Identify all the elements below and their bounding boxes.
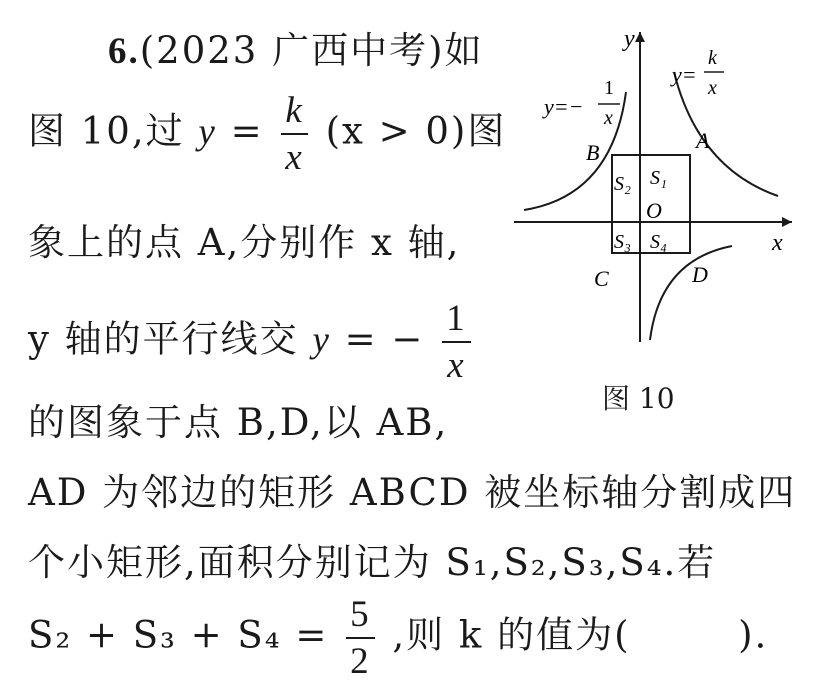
origin-label: O <box>646 198 662 223</box>
line1-tail: 如 <box>444 29 484 72</box>
fraction-numerator: k <box>281 92 307 135</box>
line2-a: 图 10,过 <box>28 109 185 153</box>
problem-line-6: AD 为邻边的矩形 ABCD 被坐标轴分割成四 <box>28 471 797 514</box>
area-s4-label: S₄ <box>650 231 667 253</box>
problem-line-2 <box>28 92 506 176</box>
curve1-label: y= <box>672 62 697 87</box>
problem-source: (2023 广西中考) <box>139 29 445 72</box>
curve1-denominator: x <box>708 77 717 99</box>
point-c-label: C <box>594 266 609 291</box>
line8-c: ). <box>738 613 769 657</box>
line4-y: y <box>312 319 331 361</box>
line2-eq: = <box>230 109 264 153</box>
fraction-numerator: 1 <box>442 300 471 343</box>
fraction-denominator: 2 <box>350 641 371 682</box>
curve-neg-1-over-x-right <box>650 246 732 340</box>
problem-line-3: 象上的点 A,分别作 x 轴, <box>28 221 461 264</box>
area-s2-label: S₂ <box>614 173 631 195</box>
line4-eq: = − <box>344 317 425 361</box>
problem-line-8 <box>28 596 768 680</box>
problem-line-5: 的图象于点 B,D,以 AB, <box>28 401 449 444</box>
fraction-k-over-x <box>281 92 307 176</box>
line2-tail: 图 <box>467 109 507 153</box>
fraction-denominator: x <box>447 345 466 386</box>
area-s3-label: S₃ <box>614 231 631 253</box>
problem-line-4 <box>28 300 475 384</box>
point-b-label: B <box>586 140 600 165</box>
line2-y: y <box>198 111 217 153</box>
figure-caption: 图 10 <box>602 382 675 415</box>
problem-line-7: 个小矩形,面积分别记为 S₁,S₂,S₃,S₄.若 <box>28 541 717 584</box>
problem-number: 6. <box>108 31 140 72</box>
x-axis-arrow <box>782 217 792 227</box>
curve1-numerator: k <box>708 47 717 69</box>
fraction-5-over-2 <box>346 596 375 680</box>
fraction-numerator: 5 <box>346 596 375 639</box>
problem-line-1 <box>108 20 484 74</box>
fraction-denominator: x <box>285 137 304 178</box>
line8-b: ,则 k 的值为( <box>392 613 631 657</box>
point-d-label: D <box>692 262 708 287</box>
area-s1-label: S₁ <box>650 167 667 189</box>
curve2-numerator: 1 <box>604 77 614 99</box>
y-axis-arrow <box>635 32 645 42</box>
axis-x-label: x <box>772 230 783 256</box>
line4-a: y 轴的平行线交 <box>28 317 299 361</box>
point-a-label: A <box>696 128 710 153</box>
curve2-label: y=− <box>544 94 584 119</box>
line2-condition: (x > 0) <box>325 109 468 153</box>
line8-a: S₂ + S₃ + S₄ = <box>28 613 329 657</box>
fraction-1-over-x <box>442 300 471 384</box>
axis-y-label: y <box>624 26 635 52</box>
curve2-denominator: x <box>604 107 613 129</box>
